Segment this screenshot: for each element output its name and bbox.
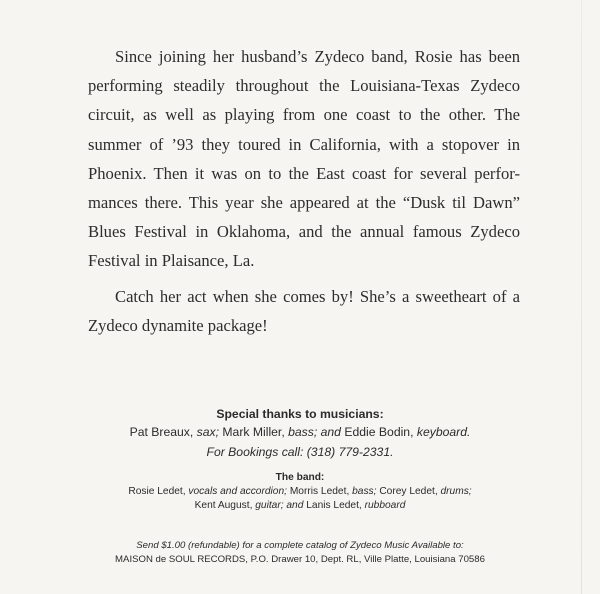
band-line-2: Kent August, guitar; and Lanis Ledet, rubboard (194, 500, 406, 511)
musician-name: Mark Miller (222, 425, 282, 439)
text-line: Phoenix. Then it was on to the East coast for several perfor- (88, 163, 520, 183)
text-line: Zydeco dynamite package! (88, 315, 268, 335)
bookings-line: For Bookings call: (318) 779-2331. (206, 445, 394, 459)
text-line: Catch her act when she comes by! She’s a sweetheart of a (115, 286, 520, 306)
band-heading: The band: (275, 472, 325, 483)
paragraph-1 (88, 42, 520, 276)
musician-name: Pat Breaux (129, 425, 190, 439)
special-thanks-heading: Special thanks to musicians: (216, 407, 384, 421)
musician-name: Eddie Bodin (344, 425, 411, 439)
special-thanks (60, 405, 540, 441)
band-member-name: Morris Ledet (289, 486, 347, 497)
band-member-name: Kent August (194, 500, 250, 511)
band-member-name: Corey Ledet (379, 486, 435, 497)
text-line: summer of ’93 they toured in California, with a stopover in (88, 134, 520, 154)
band-member-role: bass; (352, 486, 377, 497)
band-line-1: Rosie Ledet, vocals and accordion; Morris Ledet, bass; Corey Ledet, drums; (128, 486, 472, 497)
catalog-address: MAISON de SOUL RECORDS, P.O. Drawer 10, Dept. RL, Ville Platte, Louisiana 70586 (115, 554, 485, 565)
musician-role: keyboard. (416, 425, 471, 439)
text-line: Blues Festival in Oklahoma, and the annual famous Zydeco (88, 222, 520, 242)
band-member-role: drums; (440, 486, 472, 497)
band-member-name: Lanis Ledet (306, 500, 359, 511)
text-line: circuit, as well as playing from one coast to the other. The (88, 105, 520, 125)
text-line: performing steadily throughout the Louisiana-Texas Zydeco (88, 76, 520, 96)
text-line: Festival in Plaisance, La. (88, 251, 255, 271)
musician-role: sax; (196, 425, 220, 439)
catalog-offer (60, 539, 540, 567)
band-credits (60, 471, 540, 513)
text-line: mances there. This year she appeared at the “Dusk til Dawn” (88, 193, 520, 213)
band-member-role: vocals and accordion; (188, 486, 287, 497)
musicians-line: Pat Breaux, sax; Mark Miller, bass; and Eddie Bodin, keyboard. (129, 425, 471, 439)
text-line: Since joining her husband’s Zydeco band, Rosie has been (115, 47, 520, 66)
body-text (88, 42, 520, 340)
band-member-name: Rosie Ledet (128, 486, 183, 497)
paragraph-2 (88, 282, 520, 340)
band-member-role: rubboard (364, 500, 406, 511)
page-edge-divider (581, 0, 582, 594)
musician-role: bass; and (288, 425, 341, 439)
catalog-line-1: Send $1.00 (refundable) for a complete catalog of Zydeco Music Available to: (136, 540, 464, 551)
band-member-role: guitar; and (255, 500, 304, 511)
